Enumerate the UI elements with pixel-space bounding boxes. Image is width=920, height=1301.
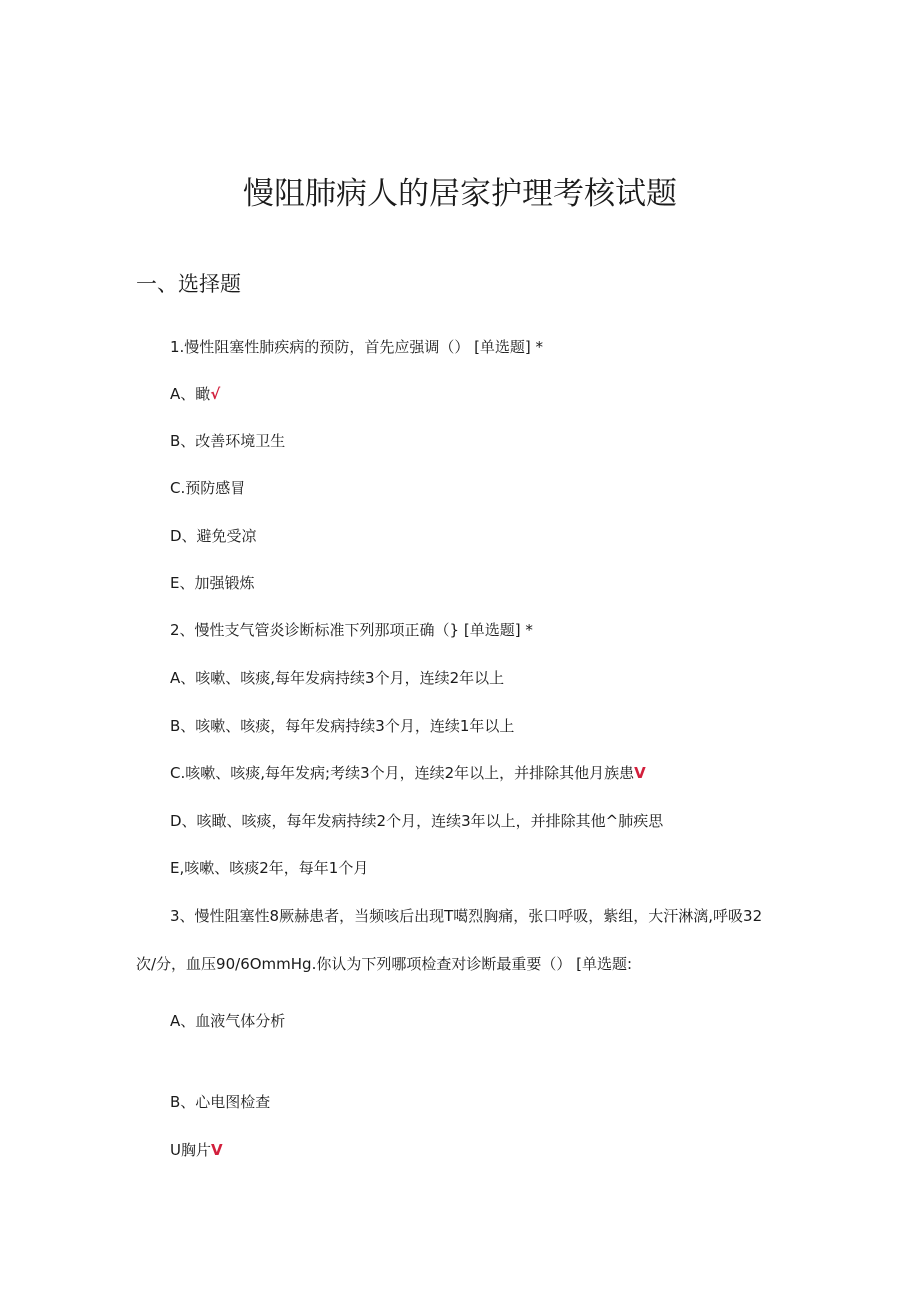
line-text: E,咳嗽、咳痰2年，每年1个月: [170, 859, 369, 877]
line-text: A、咳嗽、咳痰,每年发病持续3个月，连续2年以上: [170, 669, 505, 687]
line-text: E、加强锻炼: [170, 574, 255, 592]
line-text: B、改善环境卫生: [170, 432, 286, 450]
option-3c: [170, 1140, 223, 1160]
line-text: B、咳嗽、咳痰，每年发病持续3个月，连续1年以上: [170, 717, 515, 735]
option-2c: [170, 763, 646, 783]
line-text: B、心电图检查: [170, 1093, 271, 1111]
option-2d: [170, 811, 663, 831]
option-2e: [170, 858, 368, 878]
line-text: D、咳瞰、咳痰，每年发病持续2个月，连续3年以上，并排除其他^肺疾思: [170, 812, 664, 830]
line-text: C.咳嗽、咳痰,每年发病;考续3个月，连续2年以上，并排除其他月族患: [170, 764, 635, 782]
question-3-line-2: [136, 954, 632, 974]
line-text: U胸片: [170, 1141, 211, 1159]
question-1: [170, 337, 543, 357]
option-1b: [170, 431, 285, 451]
line-text: 1.慢性阻塞性肺疾病的预防，首先应强调（） [单选题] *: [170, 338, 544, 356]
line-text: A、血液气体分析: [170, 1012, 286, 1030]
document-title: 慢阻肺病人的居家护理考核试题: [243, 176, 677, 212]
option-1c: [170, 478, 245, 498]
option-1e: [170, 573, 254, 593]
option-1a: [170, 384, 220, 404]
option-2b: [170, 716, 514, 736]
option-3a: [170, 1011, 285, 1031]
option-1d: [170, 526, 257, 546]
correct-mark: V: [634, 764, 646, 782]
line-text: 次/分，血压90/6OmmHg.你认为下列哪项检查对诊断最重要（） [单选题:: [136, 955, 633, 973]
correct-mark: V: [210, 1141, 223, 1159]
line-text: C.预防感冒: [170, 479, 246, 497]
section-heading: 一、选择题: [136, 272, 241, 296]
option-2a: [170, 668, 504, 688]
question-2: [170, 620, 533, 640]
line-text: D、避免受凉: [170, 527, 257, 545]
correct-mark: √: [210, 385, 221, 403]
line-text: A、瞰: [170, 385, 211, 403]
line-text: 2、慢性支气管炎诊断标准下列那项正确（} [单选题] *: [170, 621, 533, 639]
line-text: 3、慢性阻塞性8厥赫患者，当频咳后出现T噶烈胸痛，张口呼吸，紫组，大汗淋漓,呼吸32: [170, 907, 763, 925]
option-3b: [170, 1092, 270, 1112]
question-3-line-1: [170, 906, 762, 926]
